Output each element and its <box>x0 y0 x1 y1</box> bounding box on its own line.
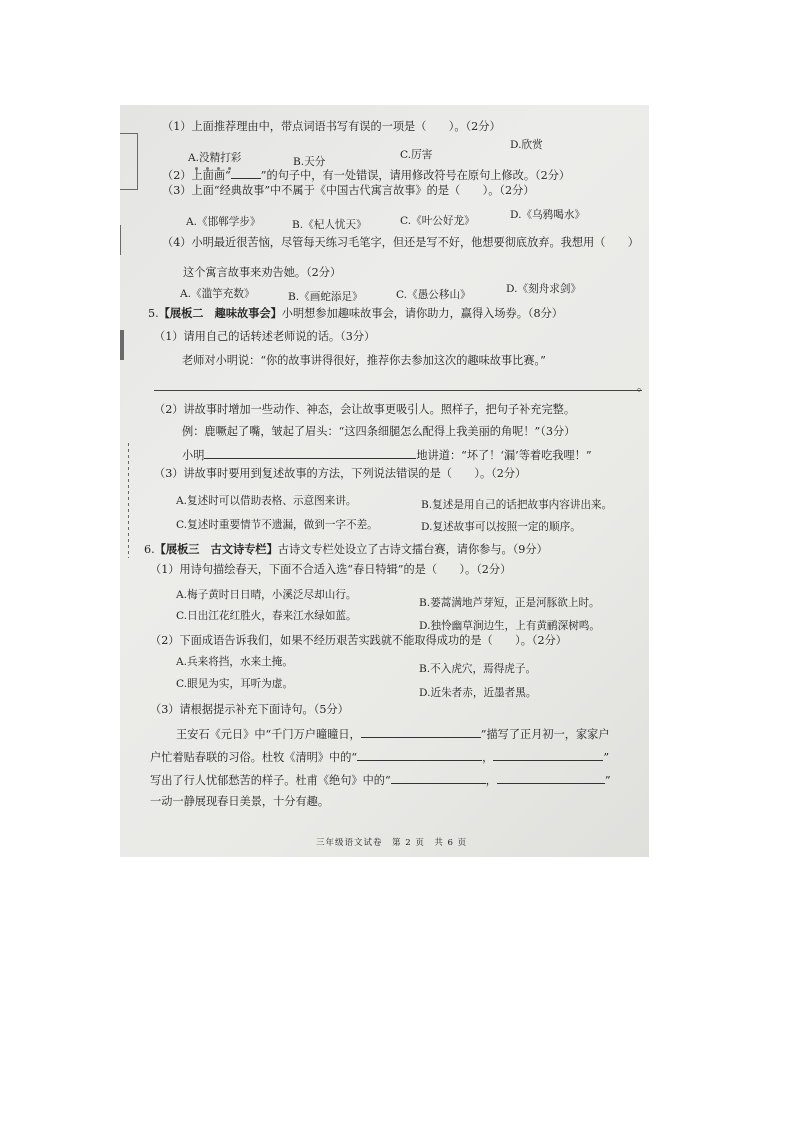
q6-item1-option-d: D.独怜幽草涧边生，上有黄鹂深树鸣。 <box>419 620 600 632</box>
q4-item4-option-b: B.《画蛇添足》 <box>288 291 363 303</box>
q4-item3-option-a: A.《邯郸学步》 <box>186 216 261 228</box>
q5-item2-fill <box>182 447 592 463</box>
q6-item3-line4: 一动一静展现春日美景，十分有趣。 <box>150 795 330 808</box>
q6-item2-option-d: D.近朱者赤，近墨者黑。 <box>419 687 537 699</box>
q5-item2-subject: 小明 <box>182 449 205 462</box>
q6-item1-option-c: C.日出江花红胜火，春来江水绿如蓝。 <box>176 610 357 622</box>
q6-item3-line3-comma: ， <box>485 774 497 787</box>
binding-mark <box>137 133 138 189</box>
q6-item3-line2 <box>150 749 609 765</box>
q4-item4-option-a: A.《滥竽充数》 <box>180 288 255 300</box>
q6-item2-option-a: A.兵来将挡，水来土掩。 <box>176 656 293 668</box>
q6-item3-answer-blank-3[interactable] <box>493 749 603 761</box>
q6-item2-option-c: C.眼见为实，耳听为虚。 <box>176 678 294 690</box>
binding-mark <box>120 133 138 134</box>
binding-mark <box>120 189 138 190</box>
q6-item2: （2）下面成语告诉我们，如果不经历艰苦实践就不能取得成功的是（ ）。（2分） <box>150 634 567 647</box>
q6-item1-option-a: A.梅子黄时日日晴，小溪泛尽却山行。 <box>176 589 357 601</box>
q6-item3-line1-suffix: ”描写了正月初一，家家户 <box>480 728 610 741</box>
q4-item3-option-b: B.《杞人忧天》 <box>292 219 367 231</box>
underline-marker-blank <box>231 167 261 179</box>
q5-item1-quote: 老师对小明说：“你的故事讲得很好，推荐你去参加这次的趣味故事比赛。” <box>182 354 546 367</box>
q6-item3-answer-blank-2[interactable] <box>357 749 482 761</box>
q4-item3-option-d: D.《乌鸦喝水》 <box>510 209 586 221</box>
q6-item3-answer-blank-5[interactable] <box>497 772 605 784</box>
q6-item3-line2-comma: ， <box>482 751 494 764</box>
q5-item3-option-c: C.复述时重要情节不遗漏，做到一字不差。 <box>176 519 378 531</box>
q6-item3: （3）请根据提示补充下面诗句。（5分） <box>150 703 349 716</box>
q5-heading <box>148 306 563 321</box>
q5-item1-end-mark: 。 <box>637 380 649 393</box>
q5-item3-option-d: D.复述故事可以按照一定的顺序。 <box>421 521 581 533</box>
q4-item4-option-d: D.《刻舟求剑》 <box>506 283 582 295</box>
q5-item3-option-a: A.复述时可以借助表格、示意图来讲。 <box>176 495 357 507</box>
q4-item4-line1: （4）小明最近很苦恼，尽管每天练习毛笔字，但还是写不好，他想要彻底放弃。我想用（ ） <box>162 236 639 249</box>
q4-item1-option-b: B.天分 <box>293 156 326 168</box>
q5-item1-answer-line[interactable] <box>154 390 642 391</box>
q5-number: 5. <box>148 307 159 320</box>
q5-item2-answer-blank[interactable] <box>204 447 416 459</box>
q4-item3-option-c: C.《叶公好龙》 <box>400 215 475 227</box>
q6-item1: （1）用诗句描绘春天，下面不合适入选“春日特辑”的是（ ）。（2分） <box>150 563 512 576</box>
q5-heading-text: 小明想参加趣味故事会，请你助力，赢得入场券。（8分） <box>281 307 563 320</box>
q5-item2: （2）讲故事时增加一些动作、神态，会让故事更吸引人。照样子，把句子补充完整。 <box>154 403 576 416</box>
q6-item1-option-b: B.蒌蒿满地芦芽短，正是河豚欲上时。 <box>419 597 600 609</box>
q6-item2-option-b: B.不入虎穴，焉得虎子。 <box>419 663 537 675</box>
q6-item3-line3 <box>150 772 611 788</box>
q5-item2-example: 例：鹿噘起了嘴，皱起了眉头：“这四条细腿怎么配得上我美丽的角呢！”（3分） <box>182 425 576 438</box>
q4-item1-option-c: C.厉害 <box>400 149 433 161</box>
q6-item3-line3-end: ” <box>604 774 611 787</box>
q6-heading-text: 古诗文专栏处设立了古诗文擂台赛，请你参与。（9分） <box>277 543 548 556</box>
q6-item3-line2-end: ” <box>603 751 610 764</box>
binding-mark <box>128 443 129 558</box>
q5-item2-sentence-end: 地讲道：“坏了！‘漏’等着吃我哩！” <box>416 449 592 462</box>
q5-item3: （3）讲故事时要用到复述故事的方法，下列说法错误的是（ ）。（2分） <box>154 467 527 480</box>
q6-item3-answer-blank-1[interactable] <box>361 726 481 738</box>
q4-item1: （1）上面推荐理由中，带点词语书写有误的一项是（ ）。（2分） <box>162 120 501 133</box>
q6-number: 6. <box>144 543 155 556</box>
q6-heading <box>144 542 548 557</box>
q5-item3-option-b: B.复述是用自己的话把故事内容讲出来。 <box>421 499 613 511</box>
q5-section-title: 【展板二 趣味故事会】 <box>158 306 282 320</box>
q4-item3: （3）上面“经典故事”中不属于《中国古代寓言故事》的是（ ）。（2分） <box>162 184 535 197</box>
page-footer: 三年级语文试卷 第 2 页 共 6 页 <box>316 838 468 848</box>
q6-item3-line3-prefix: 写出了行人忧郁愁苦的样子。杜甫《绝句》中的“ <box>150 774 391 787</box>
exam-page-photo <box>120 105 649 857</box>
q6-item3-line2-prefix: 户忙着贴春联的习俗。杜牧《清明》中的“ <box>150 751 358 764</box>
q4-item2-suffix: ”的句子中，有一处错误，请用修改符号在原句上修改。（2分） <box>260 169 571 182</box>
q6-item3-line1-prefix: 王安石《元日》中“千门万户曈曈日， <box>176 728 361 741</box>
q6-item3-line1 <box>176 726 610 742</box>
q4-item2 <box>162 167 570 183</box>
q4-item2-prefix: （2）上面画“ <box>162 169 231 182</box>
binding-mark <box>120 225 121 255</box>
q6-section-title: 【展板三 古文诗专栏】 <box>154 542 278 556</box>
q4-item4-line2: 这个寓言故事来劝告她。（2分） <box>183 266 342 279</box>
q6-item3-answer-blank-4[interactable] <box>391 772 486 784</box>
binding-mark <box>120 330 124 360</box>
q4-item1-option-a: A.没精打彩 <box>188 152 242 164</box>
q4-item4-option-c: C.《愚公移山》 <box>396 289 471 301</box>
q4-item1-option-d: D.欣赏 <box>510 139 543 151</box>
q5-item1: （1）请用自己的话转述老师说的话。（3分） <box>154 330 376 343</box>
